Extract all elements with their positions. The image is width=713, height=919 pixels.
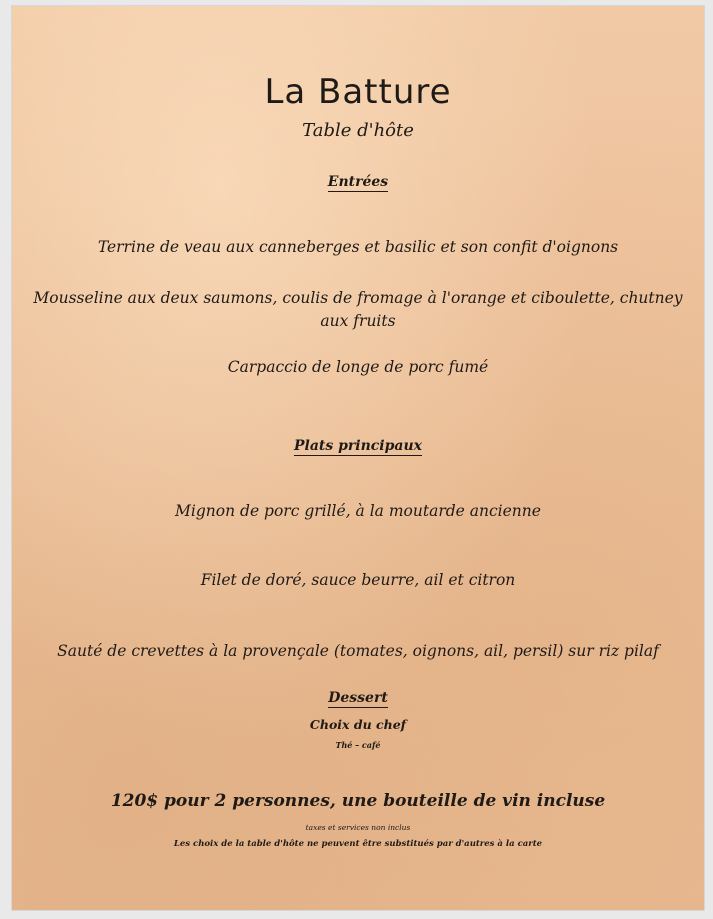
- entrees-heading-text: Entrées: [327, 174, 389, 190]
- restaurant-name: La Batture: [264, 72, 452, 112]
- plat-item: Mignon de porc grillé, à la moutarde ancienne: [175, 502, 541, 520]
- taxes-note: taxes et services non inclus: [305, 823, 411, 832]
- plats-heading-text: Plats principaux: [293, 438, 423, 454]
- menu-subtitle: Table d'hôte: [302, 120, 414, 141]
- plats-heading: [12, 438, 704, 454]
- plat-item: Sauté de crevettes à la provençale (tomates, oignons, ail, persil) sur riz pilaf: [57, 642, 659, 660]
- entree-item-continuation: aux fruits: [320, 312, 396, 330]
- price-line: 120$ pour 2 personnes, une bouteille de vin incluse: [110, 791, 606, 811]
- entrees-heading: [12, 174, 704, 190]
- dessert-choice: Choix du chef: [309, 717, 407, 732]
- plat-item: Filet de doré, sauce beurre, ail et citron: [200, 571, 516, 589]
- dessert-drinks: Thé – café: [335, 740, 381, 750]
- entree-item: Terrine de veau aux canneberges et basilic et son confit d'oignons: [97, 238, 619, 256]
- entree-item: Carpaccio de longe de porc fumé: [227, 358, 489, 376]
- dessert-heading-text: Dessert: [328, 690, 388, 706]
- dessert-heading: [12, 690, 704, 706]
- menu-page: [12, 6, 704, 910]
- substitution-note: Les choix de la table d'hôte ne peuvent être substitués par d'autres à la carte: [173, 839, 543, 849]
- entree-item: Mousseline aux deux saumons, coulis de fromage à l'orange et ciboulette, chutney: [33, 289, 683, 307]
